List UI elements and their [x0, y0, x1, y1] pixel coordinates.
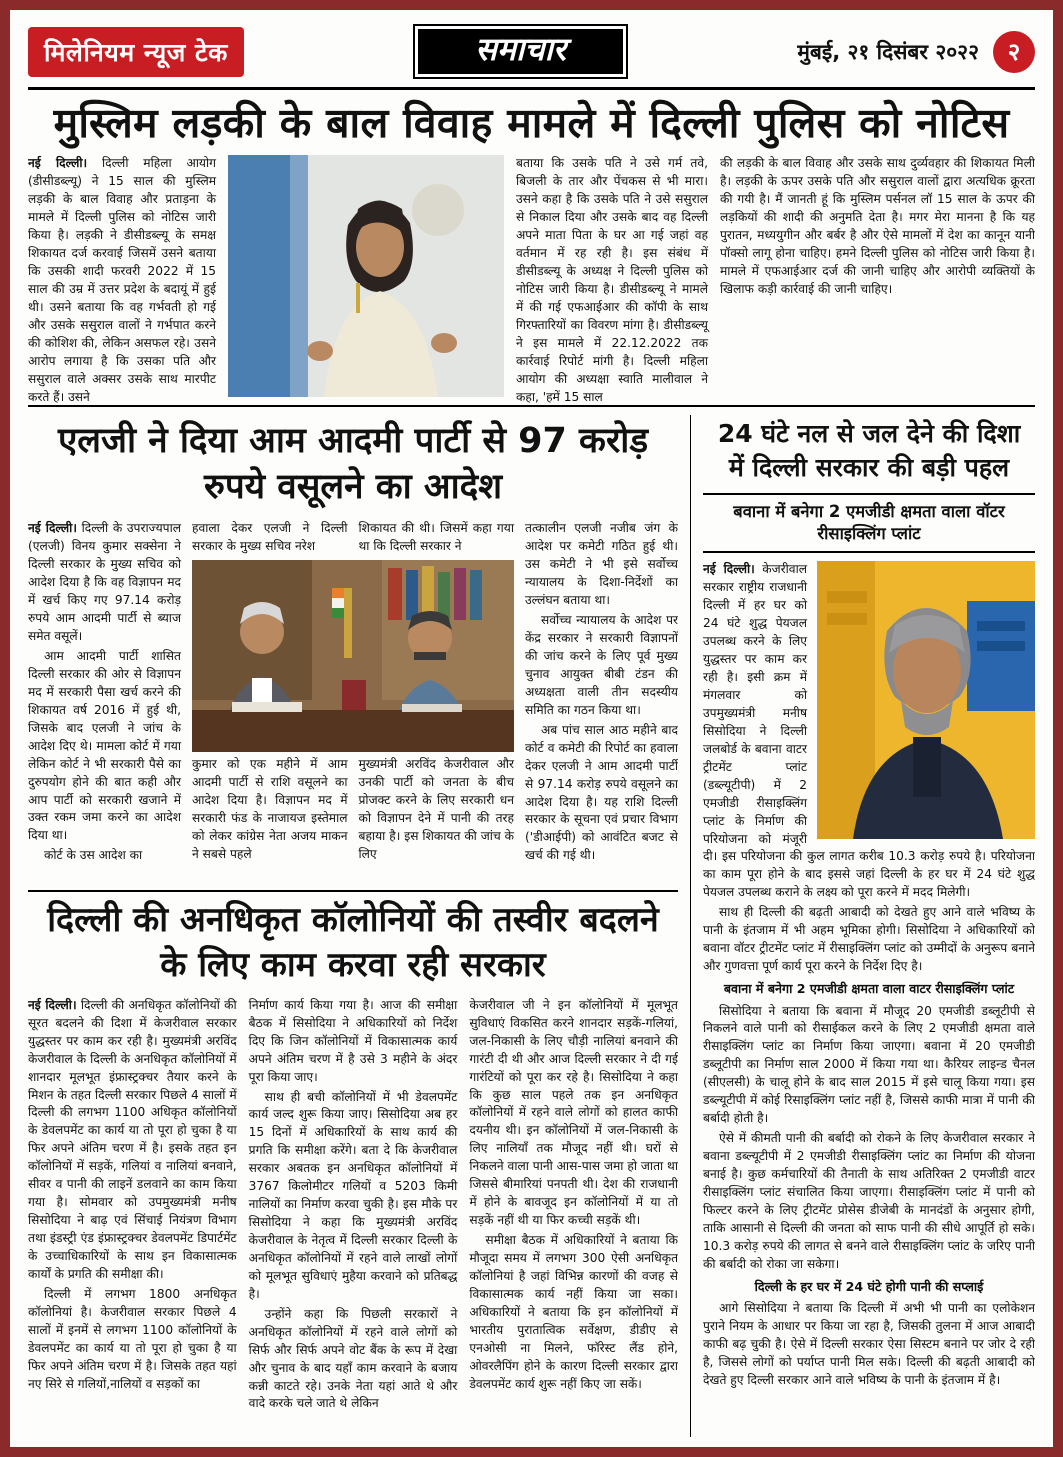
article2-col4-para2: सर्वोच्च न्यायालय के आदेश पर केंद्र सरकार ने सरकारी विज्ञापनों की जांच करने के लिए पूर्व मुख्य चुनाव आयुक्त बीबी टंडन की अध्यक्षता वाली तीन सदस्यीय समिति का गठन किया था। [525, 613, 678, 717]
article2-col1-para2: आम आदमी पार्टी शासित दिल्ली सरकार की ओर से विज्ञापन मद में सरकारी पैसा खर्च करने की शिकायत वर्ष 2016 में हुई थी, जिसके बाद एलजी ने जांच के आदेश दिए थे। मामला कोर्ट में गया लेकिन कोर्ट ने भी सरकारी पैसे का दुरुपयोग होने की बात कही और आप पार्टी को सरकारी खजाने में उक्त रकम जमा करने का आदेश दिया था। [28, 649, 181, 843]
article1-col3-text: की लड़की के बाल विवाह और उसके साथ दुर्व्यवहार की शिकायत मिली है। लड़की के ऊपर उसके पति और ससुराल वालों द्वारा अत्यधिक क्रूरता की गयी है। मैं जानती हूं कि मुस्लिम पर्सनल लॉ 15 साल के ऊपर की लड़कियों की शादी की अनुमति देता है। मगर मेरा मानना है कि यह पुरातन, मध्ययुगीन और बर्बर है और ऐसे मामलों में देश का कानून यानी पॉक्सो लागू होना चाहिए। हमने दिल्ली पुलिस को नोटिस जारी किया है। मामले में एफआईआर दर्ज की जानी चाहिए और आरोपी व्यक्तियों के खिलाफ कड़ी कार्रवाई की जानी चाहिए। [720, 156, 1035, 296]
article4-dateline-lead: नई दिल्ली। [28, 997, 77, 1012]
deputy-cm-photo-illustration [817, 561, 1035, 839]
article3-body [703, 561, 1035, 1437]
article2-dateline-lead: नई दिल्ली। [28, 521, 77, 536]
article4-column-3 [469, 997, 678, 1435]
article3-para5: आगे सिसोदिया ने बताया कि दिल्ली में अभी भी पानी का एलोकेशन पुराने नियम के आधार पर किया जा रहा है, जिसकी तुलना में आज आबादी काफी बढ़ चुकी है। ऐसे में दिल्ली सरकार ऐसा सिस्टम बनाने पर जोर दे रही है, जिससे लोगों को पर्याप्त पानी मिल सके। दिल्ली की बढ़ती आबादी को देखते हुए दिल्ली सरकार आने वाले भविष्य के पानी के इंतजाम में है। [703, 1301, 1035, 1387]
article2-col4-para3: अब पांच साल आठ महीने बाद कोर्ट व कमेटी की रिपोर्ट का हवाला देकर एलजी ने आम आदमी पार्टी से 97.14 करोड़ रुपये वसूलने का आदेश दिया है। यह राशि दिल्ली सरकार के सूचना एवं प्रचार विभाग ('डीआईपी) को आवंटित बजट से खर्च की गई थी। [525, 722, 678, 863]
photo-lg-and-cm-meeting [192, 560, 514, 752]
article1-col2-text: बताया कि उसके पति ने उसे गर्म तवे, बिजली के तार और पेंचकस से भी मारा। उसने कहा है कि उसके पति ने उसे ससुराल से निकाल दिया और उसके बाद वह दिल्ली अपने माता पिता के घर आ गई जहां वह वर्तमान में रह रही है। इस संबंध में डीसीडब्ल्यू के अध्यक्ष ने दिल्ली पुलिस को नोटिस जारी किया है। डीसीडब्ल्यू ने मामले में की गई एफआईआर की कॉपी के साथ गिरफ्तारियों का विवरण मांगा है। डीसीडब्ल्यू ने इस मामले में 22.12.2022 तक कार्रवाई रिपोर्ट मांगी है। दिल्ली महिला आयोग की अध्यक्षा स्वाति मालीवाल ने कहा, 'हमें 15 साल [516, 156, 708, 404]
article3-para1: केजरीवाल सरकार राष्ट्रीय राजधानी दिल्ली में हर घर को 24 घंटे शुद्ध पेयजल उपलब्ध करने के लिए युद्धस्तर पर काम कर रही है। इसी क्रम में मंगलवार को उपमुख्यमंत्री मनीष सिसोदिया ने दिल्ली जलबोर्ड के बवाना वाटर ट्रीटमेंट प्लांट (डब्ल्यूटीपी) में 2 एमजीडी रीसाइक्लिंग प्लांट के निर्माण की परियोजना को मंजूरी दी। इस परियोजना की कुल लागत करीब 10.3 करोड़ रुपये है। परियोजना का काम पूरा होने के बाद इससे जहां दिल्ली के हर घर में 24 घंटे शुद्ध पेयजल उपलब्ध कराने के लक्ष्य को पूरा करने में मदद मिलेगी। [703, 562, 1035, 900]
article4-col1-para1: दिल्ली की अनधिकृत कॉलोनियों की सूरत बदलने की दिशा में केजरीवाल सरकार युद्धस्तर पर काम कर रही है। मुख्यमंत्री अरविंद केजरीवाल के दिल्ली के अनधिकृत कॉलोनियों में शानदार मूलभूत इंफ्रास्ट्रक्चर तैयार करने के मिशन के तहत दिल्ली सरकार पिछले 4 सालों में दिल्ली की लगभग 1100 अधिकृत कॉलोनियों के डेवलपमेंट का कार्य या तो पूरा हो चुका है या फिर अपने अंतिम चरण में है। इसके तहत इन कॉलोनियों में सड़कें, गलियां व नालियां बनवाने, सीवर व पानी की लाइनें डलवाने का काम किया गया है। सोमवार को उपमुख्यमंत्री मनीष सिसोदिया ने बाढ़ एवं सिंचाई नियंत्रण विभाग तथा इंडस्ट्री एंड इंफ्रास्ट्रक्चर डेवलपमेंट डिपार्टमेंट के उच्चाधिकारियों के साथ इन विकासात्मक कार्यों के प्रगति की समीक्षा की। [28, 997, 237, 1281]
article3-inline-subhead-2: दिल्ली के हर घर में 24 घंटे होगी पानी की सप्लाई [754, 1278, 984, 1294]
article3-inline-subhead-1: बवाना में बनेगा 2 एमजीडी क्षमता वाला वाटर रीसाइक्लिंग प्लांट [723, 981, 1015, 997]
newspaper-logo: मिलेनियम न्यूज टेक [28, 27, 244, 77]
article2-middle-block [192, 520, 514, 880]
article2-col1-para3: कोर्ट के उस आदेश का [44, 848, 143, 863]
article4-col2-para1: निर्माण कार्य किया गया है। आज की समीक्षा बैठक में सिसोदिया ने अधिकारियों को निर्देश दिए कि जिन कॉलोनियों में विकासात्मक कार्य अपने अंतिम चरण में है उसे 3 महीने के अंदर पूरा किया जाए। [248, 997, 458, 1084]
article4-col2-para2: साथ ही बची कॉलोनियों में भी डेवलपमेंट कार्य जल्द शुरू किया जाए। सिसोदिया अब हर 15 दिनों में अधिकारियों के साथ कार्य की प्रगति कि समीक्षा करेंगे। बता दे कि केजरीवाल सरकार अबतक इन अनधिकृत कॉलोनियों में 3767 किलोमीटर गलियों व 5203 किमी नालियों का निर्माण करवा चुकी है। इस मौके पर सिसोदिया ने कहा कि मुख्यमंत्री अरविंद केजरीवाल के नेतृत्व में दिल्ली सरकार दिल्ली के अनधिकृत कॉलोनियों में रहने वाले लाखों लोगों को मूलभूत सुविधाएं मुहैया करवाने को प्रतिबद्ध है। [248, 1089, 458, 1301]
article3-para2: साथ ही दिल्ली की बढ़ती आबादी को देखते हुए आने वाले भविष्य के पानी के इंतजाम में भी अहम भूमिका होगी। सिसोदिया ने अधिकारियों को बवाना वॉटर ट्रीटमेंट प्लांट में रीसाइक्लिंग प्लांट को उम्मीदों के अनुरूप बनाने और गुणवत्ता पूर्ण कार्य पूरा करने के निर्देश दिए है। [703, 905, 1035, 974]
article2-body [28, 520, 678, 880]
article1-col1-text: दिल्ली महिला आयोग (डीसीडब्ल्यू) ने 15 साल की मुस्लिम लड़की के बाल विवाह और प्रताड़ना के मामले में दिल्ली पुलिस को नोटिस जारी किया है। लड़की ने डीसीडब्ल्यू के समक्ष शिकायत दर्ज करवाई जिसमें उसने बताया कि उसकी शादी फरवरी 2022 में 15 साल की उम्र में उत्तर प्रदेश के बदायूं में हुई थी। उसने बताया कि वह गर्भवती हो गई और उसके ससुराल वालों ने गर्भपात करने की कोशिश की, लेकिन असफल रहे। उसने आरोप लगाया है कि उसका पति और ससुराल वाले अक्सर उसके साथ मारपीट करते हैं। उसने [28, 156, 217, 404]
lower-left-region [28, 415, 690, 1437]
article2-midbottom-left: कुमार को एक महीने में आम आदमी पार्टी से राशि वसूलने का आदेश दिया है। विज्ञापन मद में सरकारी फंड के नाजायज इस्तेमाल को लेकर कांग्रेस नेता अजय माकन ने सबसे पहले [192, 757, 348, 861]
article1-column-1 [28, 155, 217, 404]
article2-text-below-photo [192, 756, 514, 864]
edition-dateline: मुंबई, २१ दिसंबर २०२२ [797, 39, 979, 64]
article1-body [28, 155, 1035, 407]
article4-col2-para3: उन्होंने कहा कि पिछली सरकारों ने अनधिकृत कॉलोनियों में रहने वाले लोगों को सिर्फ और सिर्फ अपने वोट बैंक के रूप में देखा और चुनाव के बाद यहाँ काम करवाने के बजाय कन्नी काटते रहे। उनके नेता यहां आते थे और वादे करके चले जाते थे लेकिन [248, 1306, 458, 1411]
article3-para4: ऐसे में कीमती पानी की बर्बादी को रोकने के लिए केजरीवाल सरकार ने बवाना डब्ल्यूटीपी में 2 एमजीडी रीसाइक्लिंग प्लांट का निर्माण की योजना बनाई है। कुछ कर्मचारियों की तैनाती के साथ अतिरिक्त 2 एमजीडी वाटर रीसाइक्लिंग प्लांट संचालित किया जाएगा। रीसाइक्लिंग प्लांट में पानी को फिल्टर करने के लिए ट्रीटमेंट प्रोसेस डीजेबी के मानदंडों के अनुसार होगी, ताकि आसानी से दिल्ली की जनता को साफ पानी की सीधे आपूर्ति हो सके। 10.3 करोड़ रुपये की लागत से बनने वाले रीसाइक्लिंग प्लांट के जरिए पानी की बर्बादी को रोका जा सकेगा। [703, 1131, 1035, 1271]
article1-column-3 [720, 155, 1035, 395]
article2-col1-para1: दिल्ली के उपराज्यपाल (एलजी) विनय कुमार सक्सेना ने दिल्ली सरकार के मुख्य सचिव को आदेश दिया है कि वह विज्ञापन मद में खर्च किए गए 97.14 करोड़ रुपये आम आदमी पार्टी से ब्याज समेत वसूलें। [28, 521, 181, 644]
article1-headline: मुस्लिम लड़की के बाल विवाह मामले में दिल्ली पुलिस को नोटिस [53, 99, 1010, 148]
article4-column-2 [249, 997, 458, 1435]
article3-dateline-lead: नई दिल्ली। [703, 562, 755, 577]
article4-col1-para2: दिल्ली में लगभग 1800 अनधिकृत कॉलोनियां है। केजरीवाल सरकार पिछले 4 सालों में इनमें से लगभग 1100 कॉलोनियों के डेवलपमेंट का कार्य या तो पूरा हो चुका है या फिर अपने अंतिम चरण में है। जिसके तहत यहां नए सिरे से गलियों,नालियों व सड़कों का [28, 1286, 237, 1391]
article2-midtop-right: शिकायत की थी। जिसमें कहा गया था कि दिल्ली सरकार ने [358, 521, 514, 554]
article1-dateline-lead: नई दिल्ली। [28, 156, 88, 171]
article1-column-2 [516, 155, 708, 404]
article2-column-4 [525, 520, 678, 880]
woman-speaking-photo-illustration [228, 155, 504, 397]
article2-text-above-photo [192, 520, 514, 556]
section-banner [258, 24, 784, 79]
photo-deputy-cm-portrait [817, 561, 1035, 839]
article2-col4-para1: तत्कालीन एलजी नजीब जंग के आदेश पर कमेटी गठित हुई थी। उस कमेटी ने भी इसे सर्वोच्च न्यायालय के दिशा-निर्देशों का उल्लंघन बताया था। [525, 521, 678, 608]
article4-column-1 [28, 997, 237, 1435]
article4-col3-para1: केजरीवाल जी ने इन कॉलोनियों में मूलभूत सुविधाएं विकसित करने शानदार सड़कें-गलियां, जल-निकासी के लिए चौड़ी नालियां बनवाने की गारंटी दी थी और आज दिल्ली सरकार ने दी गई गारंटियों को पूरा कर रहे है। सिसोदिया ने कहा कि कुछ साल पहले तक इन अनधिकृत कॉलोनियों में रहने वाले लोगों को हालत काफी दयनीय थी। इन कॉलोनियों में जल-निकासी के लिए नालियाँ तक मौजूद नहीं थी। घरों से निकलने वाला पानी आस-पास जमा हो जाता था जिससे बीमारियां पनपती थी। देश की राजधानी में होने के बावजूद इन कॉलोनियों में या तो सड़कें नहीं थी या फिर कच्ची सड़कें थी। [469, 997, 678, 1228]
article2-midbottom-right: मुख्यमंत्री अरविंद केजरीवाल और उनकी पार्टी को जनता के बीच प्रोजक्ट करने के लिए सरकारी धन को विज्ञापन देने में पानी की तरह बहाया है। इस शिकायत की जांच के लिए [358, 757, 514, 861]
two-officials-photo-illustration [192, 560, 514, 752]
page-number-badge: २ [993, 31, 1035, 73]
photo-woman-press-briefing [228, 155, 504, 397]
article4-headline: दिल्ली की अनधिकृत कॉलोनियों की तस्वीर बदलने के लिए काम करवा रही सरकार [47, 900, 659, 985]
section-title: समाचार [413, 24, 628, 79]
article2-midtop-left: हवाला देकर एलजी ने दिल्ली सरकार के मुख्य सचिव नरेश [192, 521, 348, 554]
masthead [28, 24, 1035, 90]
article-separator-rule [28, 890, 678, 892]
lower-right-region [691, 415, 1035, 1437]
article2-column-1 [28, 520, 181, 880]
article4-col3-para2: समीक्षा बैठक में अधिकारियों ने बताया कि मौजूदा समय में लगभग 300 ऐसी अनधिकृत कॉलोनियां है जहां विभिन्न कारणों की वजह से विकासात्मक कार्य नहीं किया जा सका। अधिकारियों ने बताया कि इन कॉलोनियों में भारतीय पुरातात्विक सर्वेक्षण, डीडीए से एनओसी ना मिलने, फॉरेस्ट लैंड होने, ओवरलैपिंग होने के कारण दिल्ली सरकार द्वारा डेवलपमेंट कार्य शुरू नहीं किए जा सकें। [469, 1233, 678, 1391]
article3-subheadline: बवाना में बनेगा 2 एमजीडी क्षमता वाला वॉटर रीसाइक्लिंग प्लांट [703, 493, 1035, 554]
lower-region [28, 415, 1035, 1437]
article4-body [28, 997, 678, 1435]
article3-para3: सिसोदिया ने बताया कि बवाना में मौजूद 20 एमजीडी डब्लूटीपी से निकलने वाले पानी को रीसाईकल करने के लिए 2 एमजीडी क्षमता वाले रीसाइक्लिंग प्लांट का निर्माण किया जाएगा। बवाना में 20 एमजीडी डब्लूटीपी का निर्माण साल 2000 में किया गया था। कैरियर लाइन्ड चैनल (सीएलसी) के चालू होने के बाद साल 2015 में इसे चालू किया गया। इस डब्ल्यूटीपी में कोई रिसाइक्लिंग प्लांट नहीं है, जिससे काफी मात्रा में पानी की बर्बादी होती है। [703, 1003, 1035, 1126]
article3-headline: 24 घंटे नल से जल देने की दिशा में दिल्ली सरकार की बड़ी पहल [717, 419, 1021, 483]
article2-headline: एलजी ने दिया आम आदमी पार्टी से 97 करोड़ रुपये वसूलने का आदेश [57, 421, 649, 507]
